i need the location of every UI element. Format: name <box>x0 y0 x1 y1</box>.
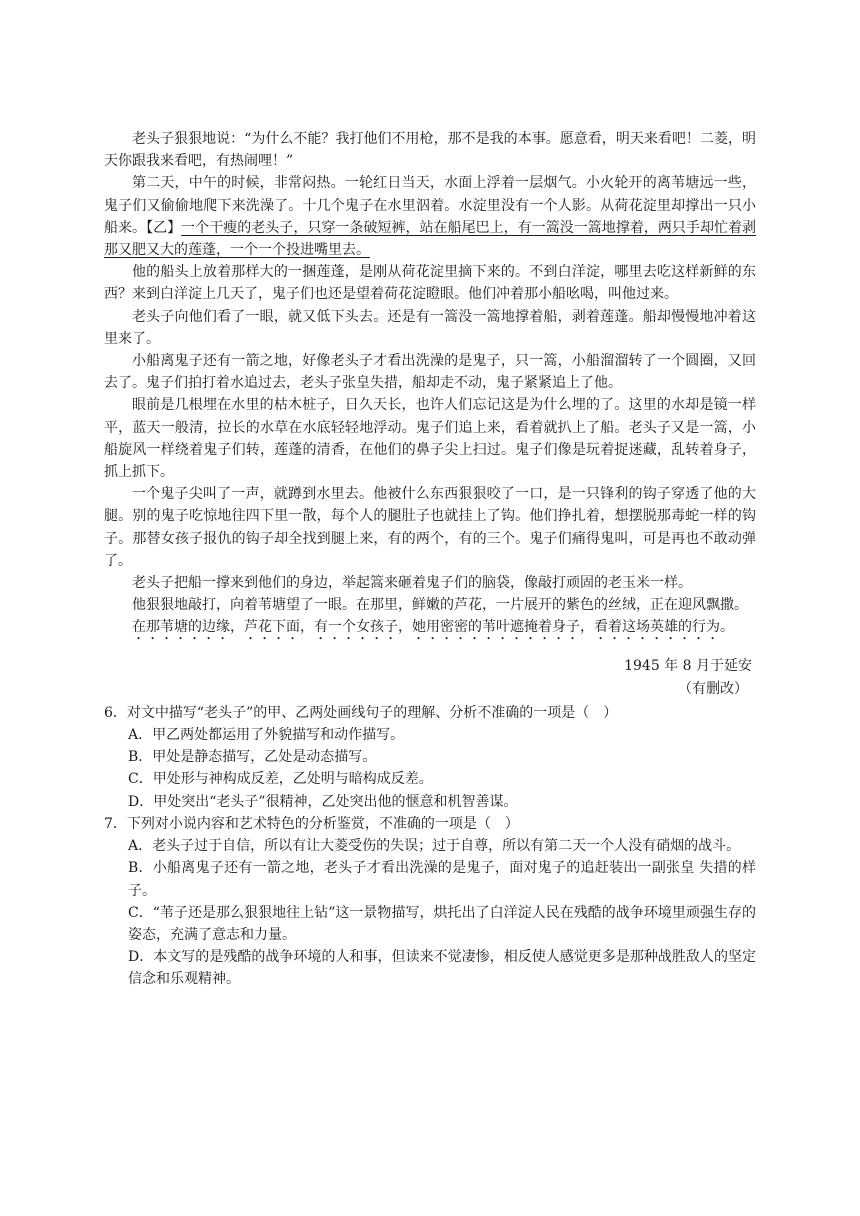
question-6-stem: 6．对文中描写“老头子”的甲、乙两处画线句子的理解、分析不准确的一项是（ ） <box>104 704 618 721</box>
passage-paragraph-3: 他的船头上放着那样大的一捆莲蓬，是刚从荷花淀里摘下来的。不到白洋淀，哪里去吃这样新鲜的东西？来到白洋淀上几天了，鬼子们也还是望着荷花淀瞪眼。他们冲着那小船吆喝，叫他过来。 <box>104 264 756 303</box>
passage-paragraph-5: 小船离鬼子还有一箭之地，好像老头子才看出洗澡的是鬼子，只一篙，小船溜溜转了一个圆圈，又回去了。鬼子们拍打着水追过去，老头子张皇失措，船却走不动，鬼子紧紧追上了他。 <box>104 353 756 392</box>
passage-paragraph-4: 老头子向他们看了一眼，就又低下头去。还是有一篙没一篙地撑着船，剥着莲蓬。船却慢慢地冲着这里来了。 <box>104 308 756 347</box>
paragraph-2-text: 第二天，中午的时候，非常闷热。一轮红日当天，水面上浮着一层烟气。小火轮开的离苇塘远一些，鬼子们又偷偷地爬下来洗澡了。十几个鬼子在水里泅着。水淀里没有一个人影。从荷花淀里却撑出一只小船来。 <box>104 175 756 236</box>
passage-paragraph-1: 老头子狠狠地说：“为什么不能？我打他们不用枪，那不是我的本事。愿意看，明天来看吧！二菱，明天你跟我来看吧，有热闹哩！” <box>104 131 756 170</box>
passage-paragraph-7: 一个鬼子尖叫了一声，就蹲到水里去。他被什么东西狠狠咬了一口，是一只锋利的钩子穿透了他的大腿。别的鬼子吃惊地往四下里一散，每个人的腿肚子也就挂上了钩。他们挣扎着，想摆脱那毒蛇一样的钩子。那替女孩子报仇的钩子却全找到腿上来，有的两个，有的三个。鬼子们痛得鬼叫，可是再也不敢动弹了。 <box>104 486 756 569</box>
question-7-option-a: A．老头子过于自信，所以有让大菱受伤的失误；过于自尊，所以有第二天一个人没有硝烟的战斗。 <box>128 838 741 855</box>
question-6-option-a: A．甲乙两处都运用了外貌描写和动作描写。 <box>128 727 405 744</box>
date-line: 1945 年 8 月于延安 <box>624 658 752 675</box>
question-7-option-d: D．本文写的是残酷的战争环境的人和事，但读来不觉凄惨，相反使人感觉更多是那种战胜敌人的坚定信念和乐观精神。 <box>128 949 756 988</box>
document-page <box>104 128 756 991</box>
passage-paragraph-2 <box>104 172 756 261</box>
question-7-option-b: B．小船离鬼子还有一箭之地，老头子才看出洗澡的是鬼子，面对鬼子的追赶装出一副张皇 失措的样子。 <box>128 860 756 899</box>
dotted-sentence-jia: 在那苇塘的边缘，芦花下面，有一个女孩子，她用密密的苇叶遮掩着身子，看着这场英雄的行为。 <box>132 619 734 636</box>
passage-paragraph-8: 老头子把船一撑来到他们的身边，举起篙来砸着鬼子们的脑袋，像敲打顽固的老玉米一样。 <box>132 575 692 592</box>
passage-paragraph-6: 眼前是几根埋在水里的枯木桩子，日久天长，也许人们忘记这是为什么埋的了。这里的水却是镜一样平，蓝天一般清，拉长的水草在水底轻轻地浮动。鬼子们追上来，看着就扒上了船。老头子又是一篙，小船旋风一样绕着鬼子们转，莲蓬的清香，在他们的鼻子尖上扫过。鬼子们像是玩着捉迷藏，乱转着身子，抓上抓下。 <box>104 397 756 481</box>
question-7-option-c: C．“苇子还是那么狠狠地往上钻”这一景物描写，烘托出了白洋淀人民在残酷的战争环境里顽强生存的姿态，充满了意志和力量。 <box>128 904 756 943</box>
question-6-option-d: D．甲处突出“老头子”很精神，乙处突出他的惬意和机智善谋。 <box>128 793 518 810</box>
underlined-sentence-yi: 一个干瘦的老头子，只穿一条破短裤，站在船尾巴上，有一篙没一篙地撑着，两只手却忙着剥那又肥又大的莲蓬，一个一个投进嘴里去。 <box>104 219 757 259</box>
question-6-option-b: B．甲处是静态描写，乙处是动态描写。 <box>128 749 377 766</box>
question-7-stem: 7．下列对小说内容和艺术特色的分析鉴赏，不准确的一项是（ ） <box>104 815 519 832</box>
edit-note: （有删改） <box>678 680 748 697</box>
annotation-mark-yi: 【乙】 <box>146 219 182 236</box>
passage-paragraph-10 <box>104 616 756 643</box>
passage-paragraph-9: 他狠狠地敲打，向着苇塘望了一眼。在那里，鲜嫩的芦花，一片展开的紫色的丝绒，正在迎风飘撒。 <box>132 597 748 614</box>
question-6-option-c: C．甲处形与神构成反差，乙处明与暗构成反差。 <box>128 771 433 788</box>
